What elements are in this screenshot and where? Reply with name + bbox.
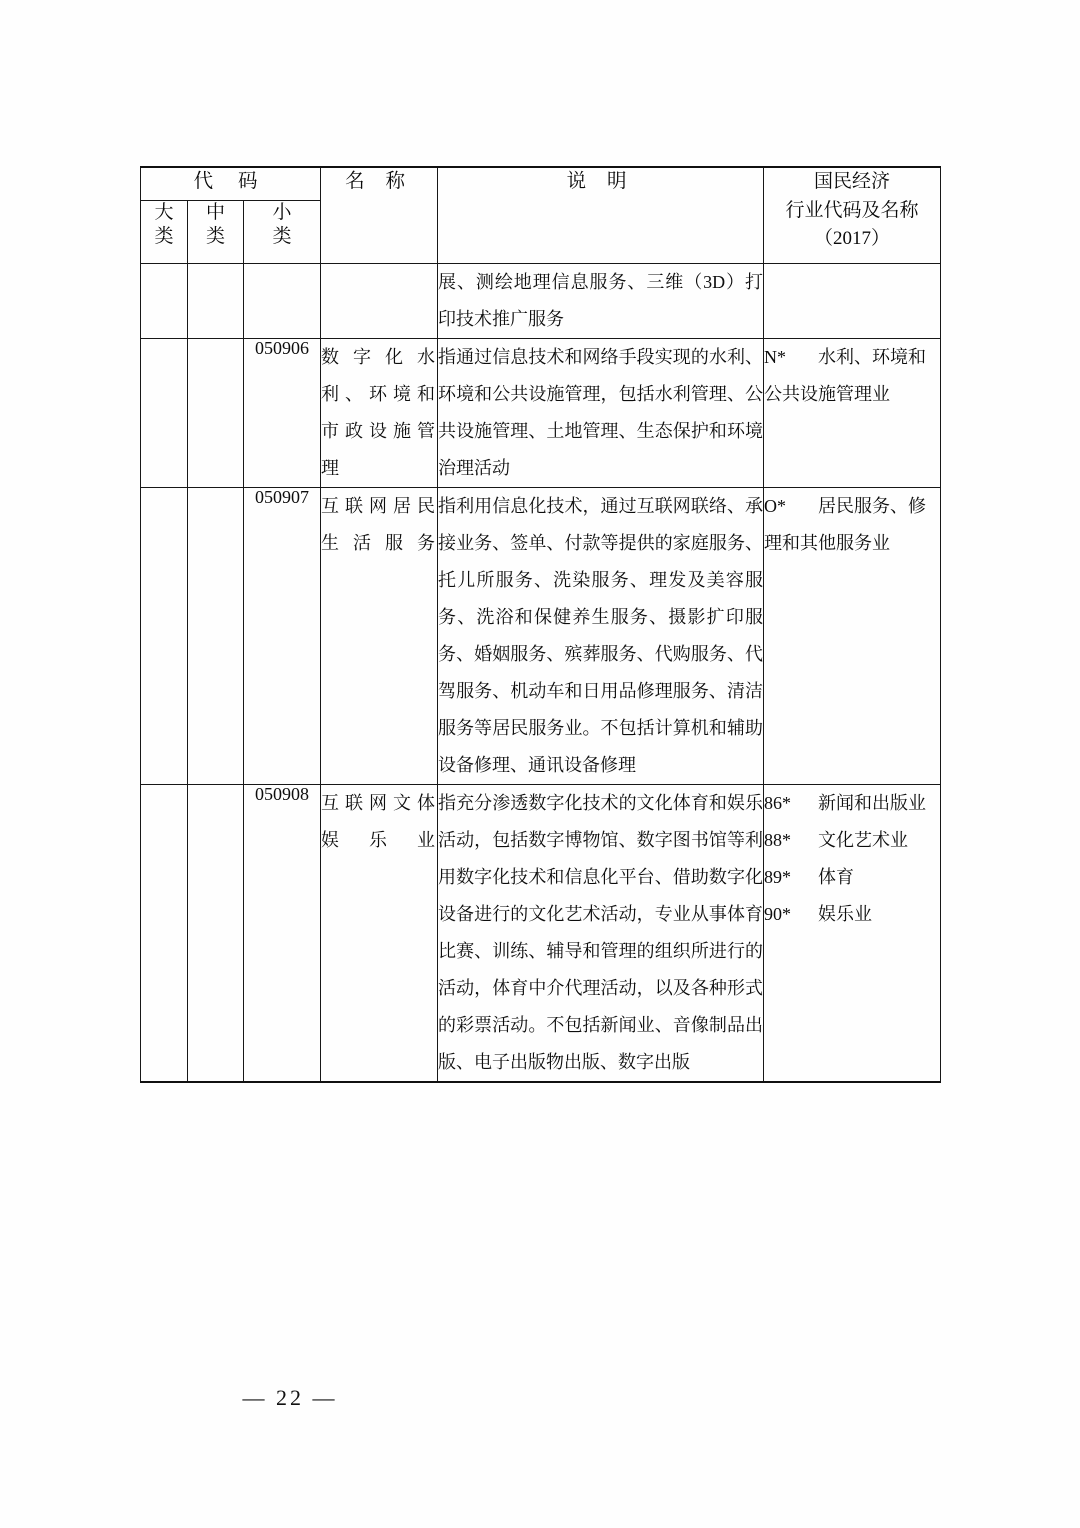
national-code: 90*: [764, 904, 792, 924]
header-code-major-line-2: 类: [154, 226, 174, 248]
cell-code-minor: [244, 264, 321, 339]
national-label: 体育: [818, 867, 855, 887]
header-row-top: [141, 167, 941, 201]
header-code-mid-line-2: 类: [205, 226, 225, 248]
national-entry: [764, 785, 940, 822]
header-code-minor-line-1: 小: [272, 202, 292, 223]
cell-code-mid: [188, 785, 244, 1083]
cell-code-major: [141, 264, 188, 339]
national-label: 水利、环境和公共设施管理业: [764, 347, 927, 404]
header-description: 说 明: [438, 167, 764, 264]
table-row: [141, 785, 941, 1083]
header-code-major-line-1: 大: [154, 202, 174, 223]
cell-national: [764, 488, 941, 785]
table-body: [141, 264, 941, 1083]
national-label: 文化艺术业: [818, 830, 909, 850]
national-code: O*: [764, 496, 787, 516]
cell-description: 指利用信息化技术，通过互联网联络、承接业务、签单、付款等提供的家庭服务、托儿所服务、洗染服务、理发及美容服务、洗浴和保健养生服务、摄影扩印服务、婚姻服务、殡葬服务、代购服务、代驾服务、机动车和日用品修理服务、清洁服务等居民服务业。不包括计算机和辅助设备修理、通讯设备修理: [438, 488, 764, 785]
cell-name: [321, 264, 438, 339]
national-label: 娱乐业: [818, 904, 873, 924]
cell-code-mid: [188, 339, 244, 488]
header-national-line-3: （2017）: [814, 228, 891, 249]
cell-national: [764, 339, 941, 488]
header-code-minor: [244, 201, 321, 264]
cell-name: 互联网文体娱乐业: [321, 785, 438, 1083]
national-entry: [764, 339, 940, 413]
cell-code-minor: 050906: [244, 339, 321, 488]
table-row: [141, 264, 941, 339]
cell-national: [764, 264, 941, 339]
header-national-line-2: 行业代码及名称: [785, 199, 919, 221]
cell-code-major: [141, 488, 188, 785]
national-code: N*: [764, 347, 787, 367]
header-code-mid-line-1: 中: [205, 202, 225, 223]
cell-national: [764, 785, 941, 1083]
header-national-industry: [764, 167, 941, 264]
table-row: [141, 339, 941, 488]
header-code-group: 代 码: [141, 167, 321, 201]
national-entry: [764, 488, 940, 562]
national-entry: [764, 859, 940, 896]
cell-code-mid: [188, 264, 244, 339]
cell-name: 互联网居民生活服务: [321, 488, 438, 785]
national-code: 86*: [764, 793, 792, 813]
cell-description: 展、测绘地理信息服务、三维（3D）打印技术推广服务: [438, 264, 764, 339]
cell-code-minor: 050908: [244, 785, 321, 1083]
national-entry: [764, 896, 940, 933]
cell-code-mid: [188, 488, 244, 785]
table-row: [141, 488, 941, 785]
cell-description: 指充分渗透数字化技术的文化体育和娱乐活动，包括数字博物馆、数字图书馆等利用数字化技术和信息化平台、借助数字化设备进行的文化艺术活动，专业从事体育比赛、训练、辅导和管理的组织所进行的活动，体育中介代理活动，以及各种形式的彩票活动。不包括新闻业、音像制品出版、电子出版物出版、数字出版: [438, 785, 764, 1083]
cell-code-major: [141, 785, 188, 1083]
table-header: [141, 167, 941, 264]
national-label: 新闻和出版业: [818, 793, 927, 813]
cell-description: 指通过信息技术和网络手段实现的水利、环境和公共设施管理，包括水利管理、公共设施管理、土地管理、生态保护和环境治理活动: [438, 339, 764, 488]
page-number: — 22 —: [242, 1385, 338, 1410]
national-label: 居民服务、修理和其他服务业: [764, 496, 927, 553]
header-code-minor-line-2: 类: [272, 226, 292, 248]
header-code-mid: [188, 201, 244, 264]
cell-code-minor: 050907: [244, 488, 321, 785]
national-code: 88*: [764, 830, 792, 850]
header-code-major: [141, 201, 188, 264]
header-national-line-1: 国民经济: [814, 171, 891, 192]
national-entry: [764, 822, 940, 859]
classification-table: [140, 166, 941, 1083]
cell-code-major: [141, 339, 188, 488]
cell-name: 数字化水利、环境和市政设施管理: [321, 339, 438, 488]
national-code: 89*: [764, 867, 792, 887]
header-name: 名 称: [321, 167, 438, 264]
